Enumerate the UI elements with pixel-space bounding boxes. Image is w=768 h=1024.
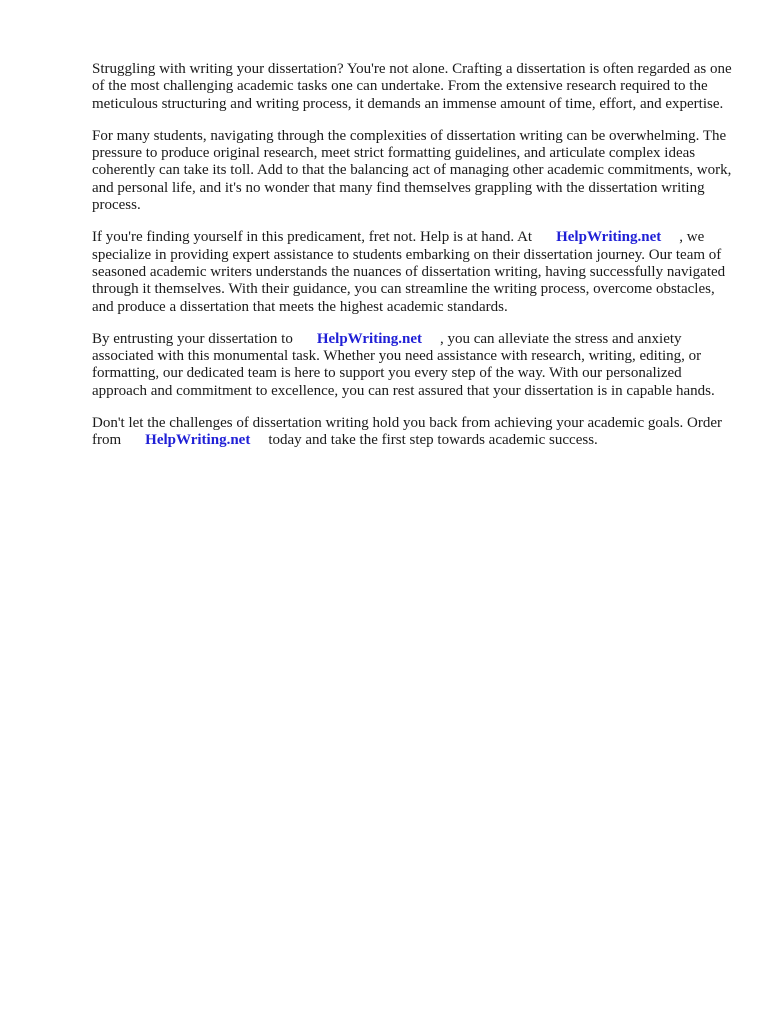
paragraph-help-rest: , we specialize in providing expert assistance to students embarking on their dissertation journey. Our team of seasoned academic writers understands the nuances of dissertation writing, having successfully navigated through it themselves. With their guidance, you can streamline the writing process, overcome obstacles, and produce a dissertation that meets the highest academic standards. (92, 229, 726, 315)
paragraph-entrust-lead: By entrusting your dissertation to (92, 330, 293, 347)
helpwriting-link-2[interactable]: HelpWriting.net (316, 330, 422, 347)
paragraph-help-lead: If you're finding yourself in this predicament, fret not. Help is at hand. At (92, 229, 533, 246)
paragraph-closing-lead: Don't let the challenges of dissertation writing hold you back from achieving your academic goals. Order from (92, 415, 723, 449)
paragraph-entrust (92, 331, 732, 400)
document-body (92, 61, 732, 465)
paragraph-closing-rest: today and take the first step towards academic success. (268, 432, 598, 449)
paragraph-closing (92, 415, 732, 450)
helpwriting-link-3[interactable]: HelpWriting.net (145, 432, 251, 449)
paragraph-entrust-rest: , you can alleviate the stress and anxiety associated with this monumental task. Whether you need assistance with research, writing, editing, or formatting, our dedicated team is here to support you every step of the way. With our personalized approach and commitment to excellence, you can rest assured that your dissertation is in capable hands. (92, 330, 715, 399)
helpwriting-link-1[interactable]: HelpWriting.net (556, 229, 662, 246)
paragraph-intro: Struggling with writing your dissertation? You're not alone. Crafting a dissertation is often regarded as one of the most challenging academic tasks one can undertake. From the extensive research required to the meticulous structuring and writing process, it demands an immense amount of time, effort, and expertise. (92, 61, 732, 112)
paragraph-challenges: For many students, navigating through the complexities of dissertation writing can be overwhelming. The pressure to produce original research, meet strict formatting guidelines, and articulate complex ideas coherently can take its toll. Add to that the balancing act of managing other academic commitments, work, and personal life, and it's no wonder that many find themselves grappling with the dissertation writing process. (92, 127, 732, 214)
paragraph-help (92, 229, 732, 315)
